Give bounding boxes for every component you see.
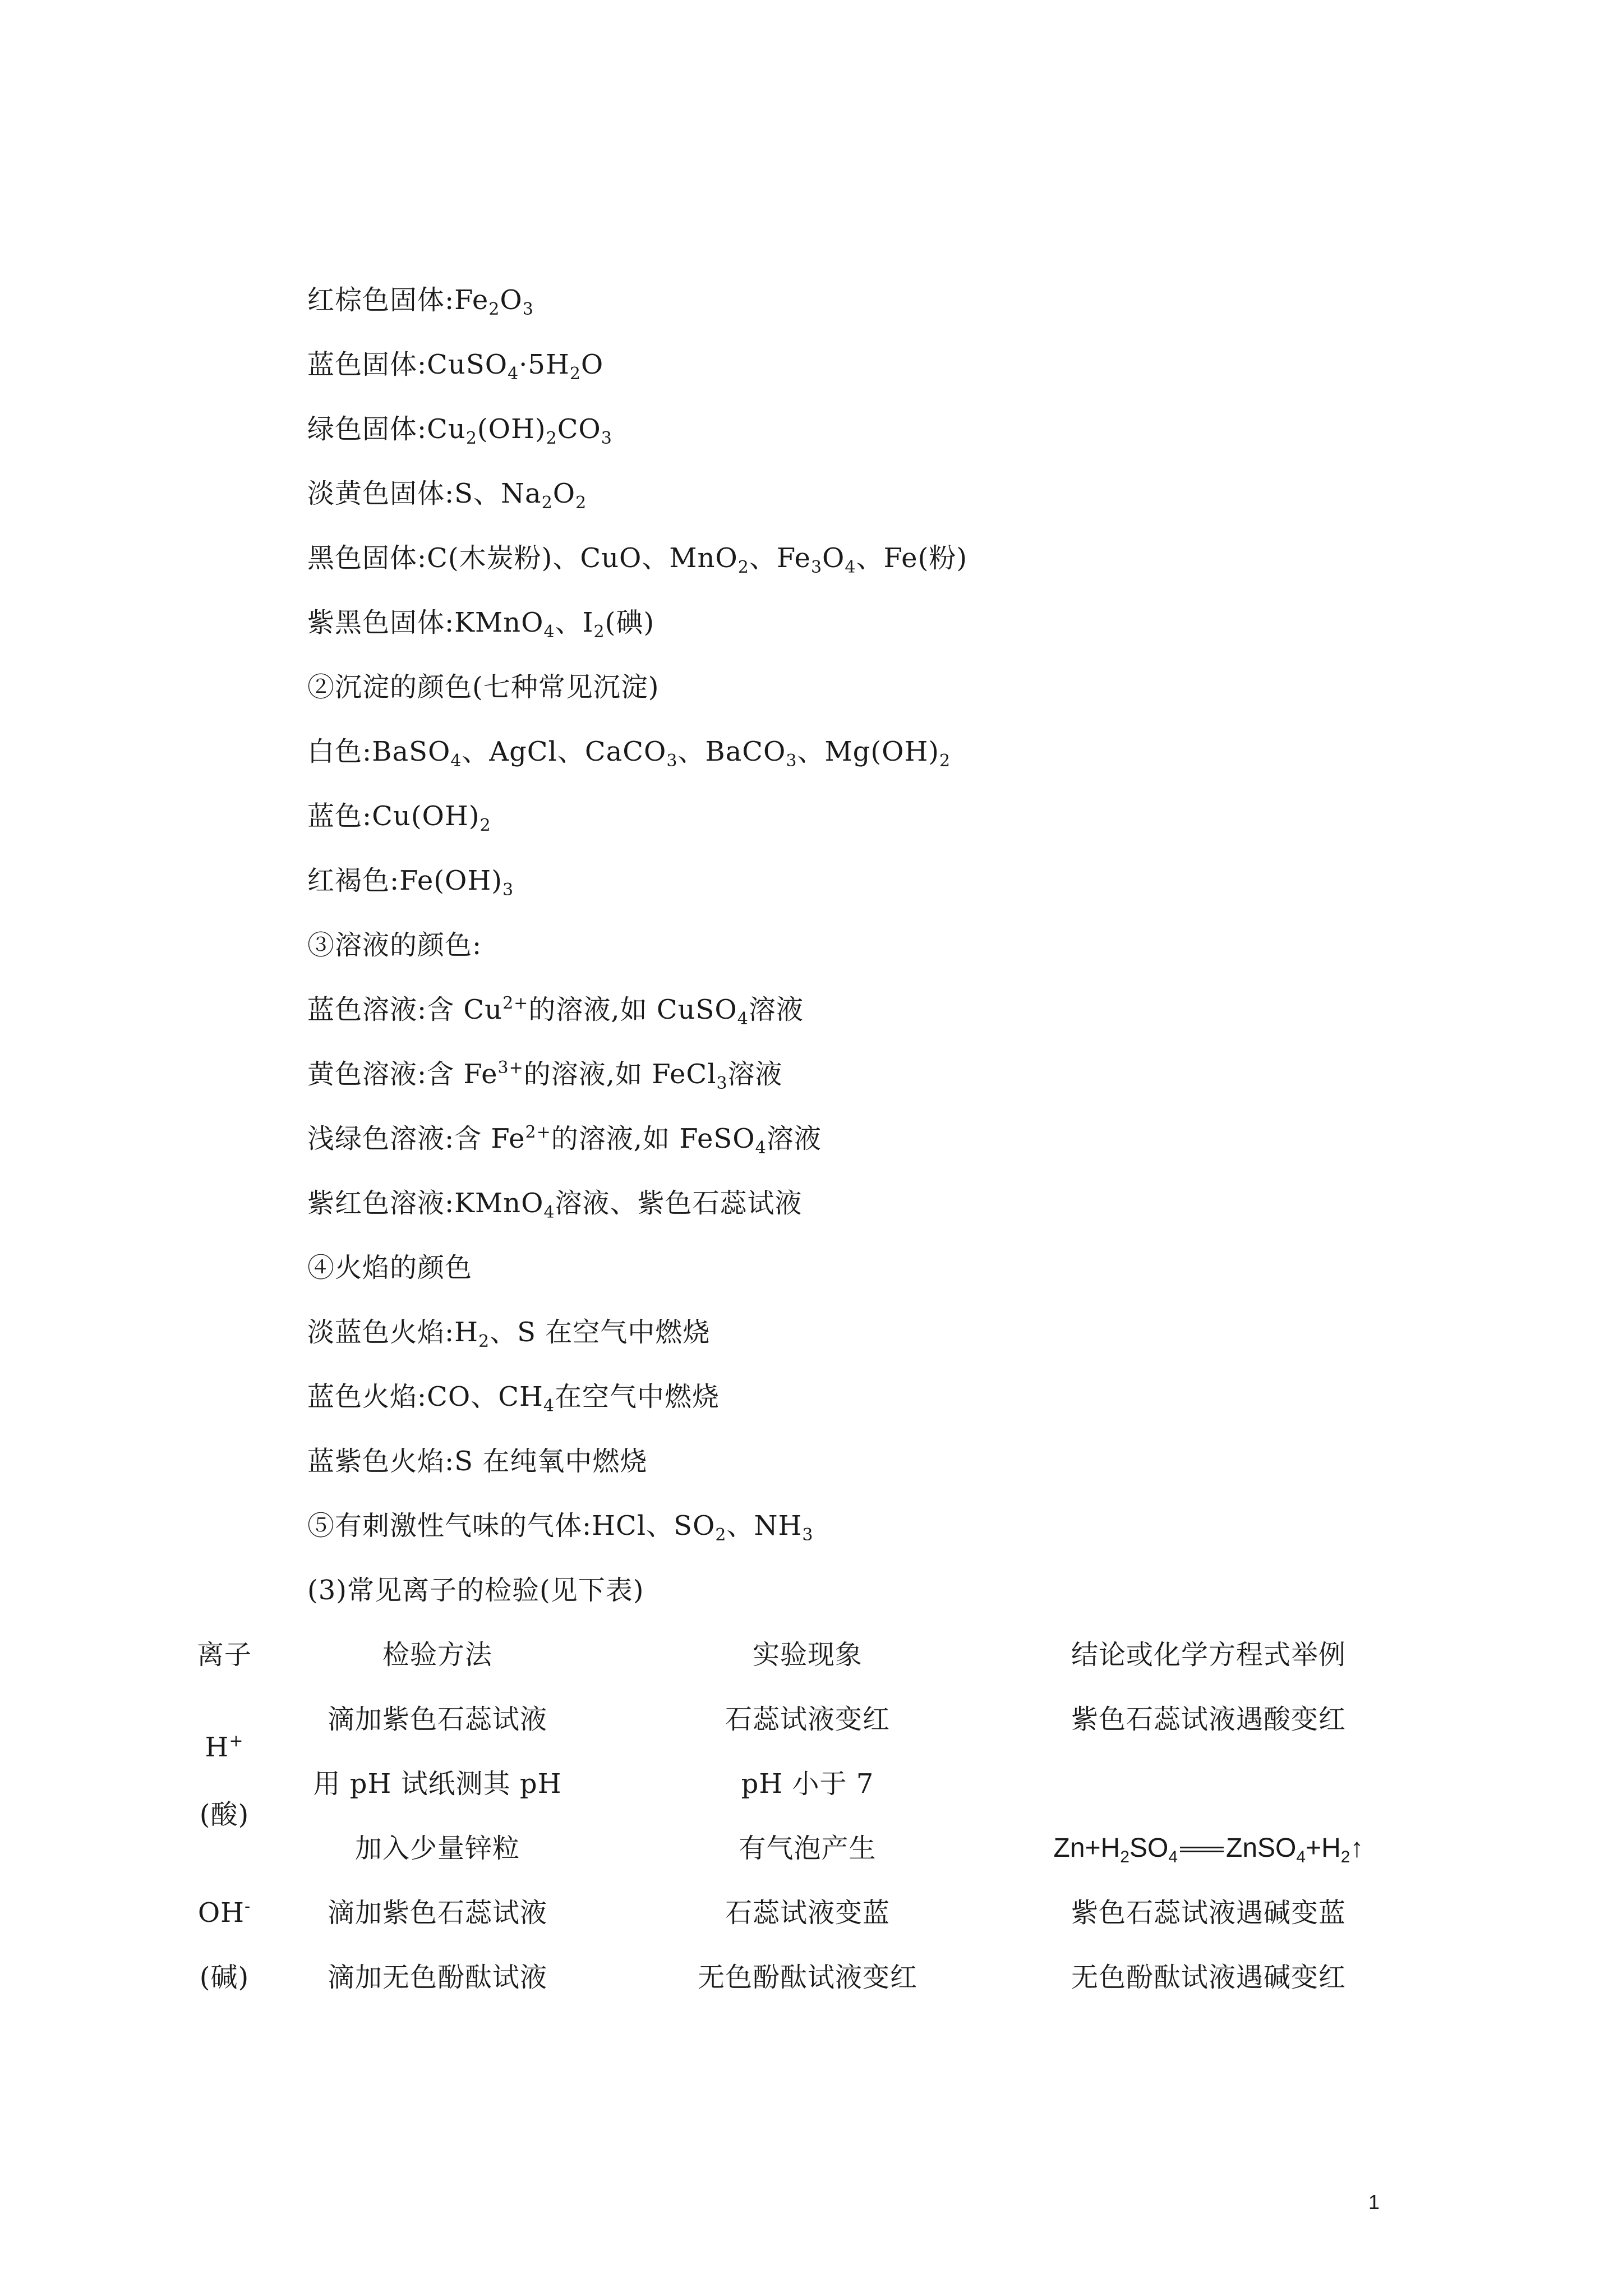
gas-up-arrow-icon: ↑ (1350, 1833, 1364, 1863)
eq-text: SO (1129, 1833, 1169, 1863)
table-cell-equation (998, 1832, 1419, 1865)
section-heading-flame-colors (307, 1251, 472, 1285)
text-line-red-brown-precipitate (307, 864, 514, 898)
line-text: 溶液、紫色石蕊试液 (555, 1188, 803, 1219)
section-heading-pungent-gases (307, 1509, 813, 1543)
subscript: 4 (1296, 1848, 1306, 1866)
table-cell-method: 滴加无色酚酞试液 (327, 1962, 547, 1993)
ion-type-base: (碱) (199, 1962, 250, 1993)
line-text: (碘) (605, 607, 655, 638)
table-cell-method: 滴加紫色石蕊试液 (327, 1704, 547, 1735)
line-text: 、I (555, 607, 594, 638)
line-text: (3)常见离子的检验(见下表) (307, 1575, 644, 1606)
line-text: ④火焰的颜色 (307, 1252, 473, 1283)
text-line-blue-flame (307, 1380, 720, 1414)
line-text: 、Fe(粉) (856, 542, 968, 574)
text-line-red-brown-solid (307, 283, 534, 317)
subscript: 2 (479, 816, 491, 835)
line-text: 蓝色火焰:CO、CH (307, 1381, 543, 1412)
subscript: 4 (450, 751, 462, 771)
superscript: - (245, 1897, 251, 1916)
subscript: 3 (716, 1074, 728, 1093)
text-line-purple-red-solution (307, 1186, 803, 1220)
subscript: 2 (939, 751, 951, 771)
subscript: 3 (502, 880, 514, 900)
subscript: 2 (715, 1525, 727, 1545)
ion-symbol: H (205, 1732, 229, 1763)
line-text: ⑤有刺激性气味的气体:HCl、SO (307, 1510, 716, 1542)
table-header-method: 检验方法 (382, 1639, 492, 1671)
line-text: 的溶液,如 FeCl (523, 1059, 717, 1090)
table-header-phenomenon: 实验现象 (752, 1639, 863, 1671)
subscript: 3 (666, 751, 678, 771)
subscript: 2 (1120, 1848, 1129, 1866)
line-text: 黄色溶液:含 Fe (307, 1059, 498, 1090)
line-text: 在空气中燃烧 (554, 1381, 720, 1412)
line-text: 、NH (726, 1510, 803, 1542)
superscript: 2+ (525, 1122, 551, 1142)
text-line-black-solid (307, 541, 967, 575)
line-text: 、S 在空气中燃烧 (490, 1317, 711, 1348)
subscript: 2 (575, 493, 587, 513)
text-line-white-precipitate (307, 735, 951, 769)
line-text: 绿色固体:Cu (307, 413, 466, 445)
superscript: + (229, 1731, 244, 1751)
line-text: 白色:BaSO (307, 736, 451, 767)
line-text: ②沉淀的颜色(七种常见沉淀) (307, 671, 660, 703)
subscript: 4 (737, 1009, 749, 1029)
subscript: 3 (786, 751, 797, 771)
subscript: 4 (1168, 1848, 1178, 1866)
line-text: 的溶液,如 FeSO (551, 1123, 755, 1154)
line-text: 蓝色溶液:含 Cu (307, 994, 503, 1025)
line-text: O (552, 478, 576, 509)
line-text: 溶液 (766, 1123, 822, 1154)
subscript: 2 (478, 1332, 490, 1351)
line-text: 红褐色:Fe(OH) (307, 865, 502, 896)
line-text: 、AgCl、CaCO (462, 736, 667, 767)
subscript: 2 (488, 300, 500, 319)
table-cell-method: 用 pH 试纸测其 pH (313, 1768, 562, 1800)
text-line-purple-black-solid (307, 606, 655, 642)
table-cell-phenomenon: pH 小于 7 (741, 1768, 874, 1800)
line-text: 溶液 (748, 994, 804, 1025)
table-cell-phenomenon: 有气泡产生 (739, 1833, 877, 1864)
table-header-ion: 离子 (196, 1639, 252, 1671)
table-cell-conclusion: 紫色石蕊试液遇酸变红 (1071, 1704, 1346, 1735)
text-line-pale-blue-flame (307, 1315, 710, 1349)
line-text: 红棕色固体:Fe (307, 284, 489, 316)
subscript: 4 (543, 1203, 555, 1222)
section-heading-ion-tests (307, 1573, 644, 1607)
line-text: 紫黑色固体:KMnO (307, 607, 544, 638)
text-line-blue-solid (307, 348, 604, 384)
superscript: 2+ (502, 993, 529, 1013)
line-text: 淡黄色固体:S、Na (307, 478, 542, 509)
text-line-pale-yellow-solid (307, 477, 587, 513)
subscript: 3 (522, 300, 534, 319)
reaction-equals-sign (1180, 1846, 1224, 1853)
line-text: 淡蓝色火焰:H (307, 1317, 479, 1348)
table-cell-method: 滴加紫色石蕊试液 (327, 1897, 547, 1929)
line-text: 蓝色:Cu(OH) (307, 800, 480, 832)
line-text: ③溶液的颜色: (307, 930, 482, 961)
page-number: 1 (1368, 2191, 1380, 2214)
table-cell-phenomenon: 石蕊试液变蓝 (725, 1897, 890, 1929)
text-line-yellow-solution (307, 1057, 783, 1091)
subscript: 2 (1340, 1848, 1350, 1866)
ion-type-acid: (酸) (199, 1799, 250, 1830)
table-header-conclusion: 结论或化学方程式举例 (1071, 1639, 1346, 1671)
subscript: 3 (802, 1525, 814, 1545)
line-text: O (500, 284, 523, 316)
line-text: 、BaCO (677, 736, 786, 767)
line-text: ·5H (519, 349, 570, 380)
eq-text: ZnSO (1226, 1833, 1297, 1863)
line-text: 、Mg(OH) (797, 736, 940, 767)
line-text: 浅绿色溶液:含 Fe (307, 1123, 525, 1154)
table-cell-conclusion: 紫色石蕊试液遇碱变蓝 (1071, 1897, 1346, 1929)
line-text: 溶液 (727, 1059, 783, 1090)
subscript: 3 (601, 429, 612, 448)
subscript: 4 (543, 622, 555, 642)
line-text: (OH) (477, 413, 546, 445)
subscript: 4 (845, 558, 856, 577)
text-line-green-solid (307, 412, 612, 446)
eq-text: Zn+H (1053, 1833, 1121, 1863)
subscript: 4 (755, 1138, 767, 1158)
table-cell-conclusion: 无色酚酞试液遇碱变红 (1071, 1962, 1346, 1993)
section-heading-solution-colors (307, 928, 482, 962)
text-line-blue-solution (307, 993, 804, 1027)
line-text: 蓝色固体:CuSO (307, 349, 508, 380)
line-text: 紫红色溶液:KMnO (307, 1188, 544, 1219)
subscript: 3 (810, 558, 823, 577)
subscript: 2 (737, 558, 749, 577)
table-cell-phenomenon: 无色酚酞试液变红 (697, 1962, 917, 1993)
subscript: 2 (465, 429, 477, 448)
subscript: 4 (543, 1396, 555, 1416)
subscript: 2 (541, 493, 553, 513)
line-text: 、Fe (749, 542, 811, 574)
text-line-blue-purple-flame (307, 1444, 647, 1478)
line-text: O (822, 542, 845, 574)
superscript: 3+ (497, 1058, 524, 1078)
subscript: 4 (508, 364, 519, 384)
line-text: O (580, 349, 604, 380)
subscript: 2 (593, 622, 605, 642)
table-cell-method: 加入少量锌粒 (354, 1833, 520, 1864)
ion-symbol: OH (197, 1897, 245, 1929)
subscript: 2 (546, 429, 557, 448)
text-line-blue-precipitate (307, 799, 491, 833)
line-text: 蓝紫色火焰:S 在纯氧中燃烧 (307, 1446, 648, 1477)
subscript: 2 (569, 364, 581, 384)
text-line-pale-green-solution (307, 1122, 822, 1156)
section-heading-precipitate-colors (307, 670, 659, 704)
line-text: CO (557, 413, 601, 445)
table-cell-phenomenon: 石蕊试液变红 (725, 1704, 890, 1735)
eq-text: +H (1306, 1833, 1341, 1863)
line-text: 黑色固体:C(木炭粉)、CuO、MnO (307, 542, 738, 574)
line-text: 的溶液,如 CuSO (528, 994, 737, 1025)
